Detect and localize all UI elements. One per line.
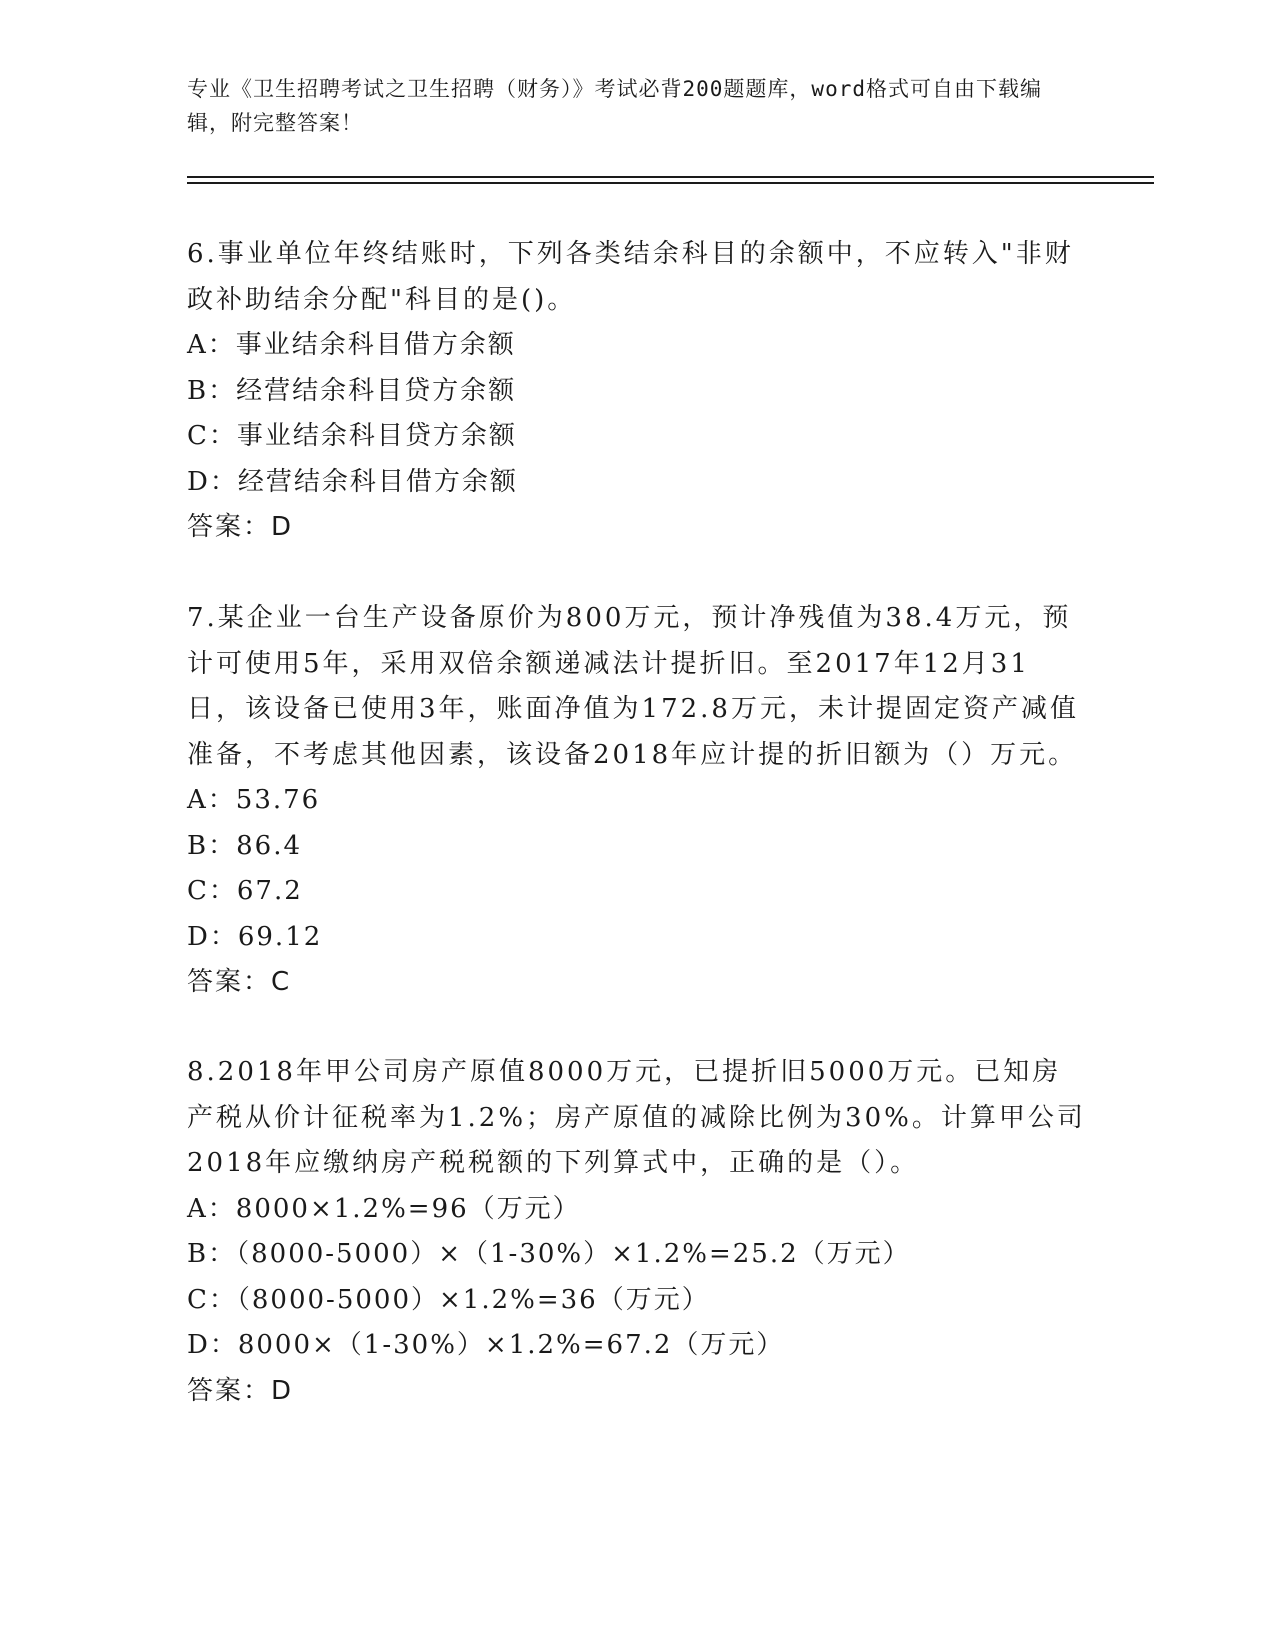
question-8	[187, 1050, 1087, 1414]
header-divider-top	[187, 176, 1154, 178]
question-6	[187, 232, 1087, 551]
question-stem: 7.某企业一台生产设备原价为800万元，预计净残值为38.4万元，预计可使用5年，采用双倍余额递减法计提折旧。至2017年12月31日，该设备已使用3年，账面净值为172.8万元，未计提固定资产减值准备，不考虑其他因素，该设备2018年应计提的折旧额为（）万元。	[187, 603, 1079, 770]
answer-line: 答案：D	[187, 1375, 294, 1406]
option-c: C：（8000-5000）×1.2%=36（万元）	[187, 1284, 710, 1315]
option-c: C：事业结余科目贷方余额	[187, 421, 517, 451]
question-7	[187, 596, 1087, 1006]
option-a: A：事业结余科目借方余额	[187, 330, 516, 360]
option-a: A：8000×1.2%=96（万元）	[187, 1193, 581, 1224]
header-note: 专业《卫生招聘考试之卫生招聘（财务）》考试必背200题题库，word格式可自由下载编辑，附完整答案！	[187, 77, 1042, 135]
question-stem: 6.事业单位年终结账时，下列各类结余科目的余额中，不应转入"非财政补助结余分配"科目的是()。	[187, 239, 1074, 315]
option-d: D：69.12	[187, 921, 323, 952]
option-b: B：经营结余科目贷方余额	[187, 375, 517, 406]
option-b: B：86.4	[187, 830, 302, 861]
option-a: A：53.76	[187, 785, 321, 815]
question-stem: 8.2018年甲公司房产原值8000万元，已提折旧5000万元。已知房产税从价计征税率为1.2%；房产原值的减除比例为30%。计算甲公司2018年应缴纳房产税税额的下列算式中，正确的是（）。	[187, 1057, 1086, 1178]
answer-line: 答案：C	[187, 967, 292, 997]
header-divider-bottom	[187, 182, 1154, 184]
option-b: B：（8000-5000）×（1-30%）×1.2%=25.2（万元）	[187, 1239, 911, 1269]
answer-line: 答案：D	[187, 512, 294, 542]
option-c: C：67.2	[187, 876, 303, 906]
option-d: D：8000×（1-30%）×1.2%=67.2（万元）	[187, 1330, 785, 1360]
option-d: D：经营结余科目借方余额	[187, 466, 518, 497]
